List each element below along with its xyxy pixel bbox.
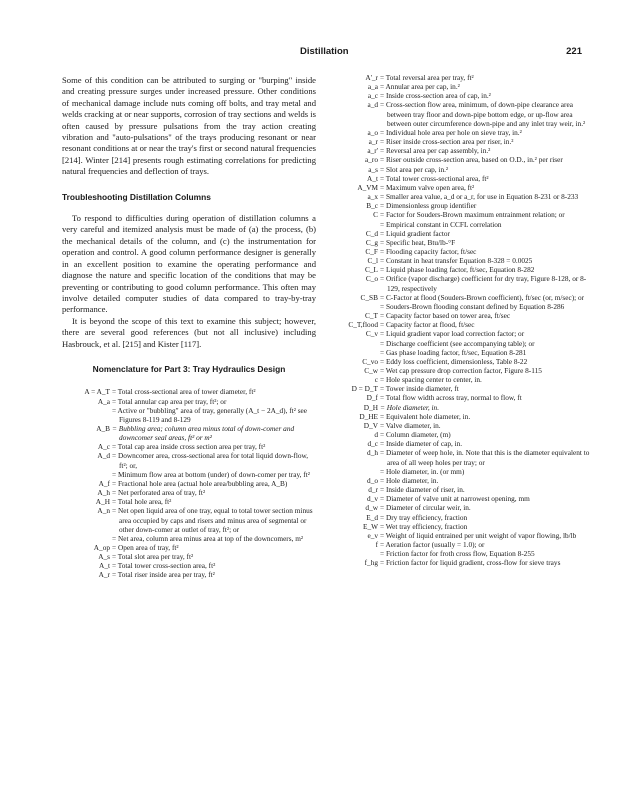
nomenclature-entry — [62, 543, 316, 552]
nomenclature-entry — [318, 384, 590, 393]
nomenclature-entry — [318, 513, 590, 522]
nomenclature-entry — [318, 549, 590, 558]
nomenclature-definition: = Souders-Brown flooding constant defined by Equation 8-286 — [380, 301, 565, 311]
nomenclature-symbol: A = A_T — [84, 387, 110, 397]
nomenclature-entry — [318, 329, 590, 338]
nomenclature-symbol: B_c — [366, 201, 378, 211]
nomenclature-symbol: a_d — [367, 100, 378, 110]
nomenclature-definition: = Total cap area inside cross section area per tray, ft² — [112, 442, 266, 452]
nomenclature-entry — [62, 470, 316, 479]
nomenclature-entry — [318, 229, 590, 238]
nomenclature-entry — [318, 265, 590, 274]
nomenclature-definition: = Annular area per cap, in.² — [380, 82, 460, 92]
nomenclature-definition: = Open area of tray, ft² — [112, 543, 179, 552]
nomenclature-symbol: E_W — [363, 521, 378, 531]
nomenclature-symbol: d_w — [365, 503, 378, 513]
nomenclature-symbol: A_n — [97, 506, 110, 516]
nomenclature-definition: = Bubbling area; column area minus total of down-comer and downcomer seal areas, ft² or m² — [112, 423, 295, 443]
nomenclature-definition: = Fractional hole area (actual hole area/bubbling area, A_B) — [112, 478, 288, 488]
nomenclature-entry — [318, 531, 590, 540]
nomenclature-symbol: D = D_T — [351, 384, 378, 394]
nomenclature-symbol: C_w — [364, 366, 378, 375]
nomenclature-definition: = Dimensionless group identifier — [380, 201, 477, 211]
nomenclature-symbol: a_c — [367, 91, 378, 101]
nomenclature-definition: = Total tower cross-sectional area, ft² — [380, 173, 489, 183]
nomenclature-entry — [62, 534, 316, 543]
nomenclature-definition: = Inside diameter of cap, in. — [380, 439, 463, 449]
nomenclature-entry — [62, 406, 316, 424]
nomenclature-list-right — [318, 73, 590, 567]
nomenclature-definition: = Capacity factor at flood, ft/sec — [380, 320, 475, 330]
nomenclature-symbol: f — [375, 539, 378, 549]
nomenclature-definition: = C-Factor at flood (Souders-Brown coefficient), ft/sec (or, m/sec); or — [380, 292, 585, 302]
page-header — [0, 46, 617, 60]
nomenclature-entry — [318, 256, 590, 265]
nomenclature-definition: = Valve diameter, in. — [380, 420, 441, 430]
nomenclature-definition: = Total riser inside area per tray, ft² — [112, 570, 215, 580]
right-column — [318, 73, 590, 567]
nomenclature-definition: = Liquid gradient factor — [380, 228, 450, 238]
nomenclature-definition: = Maximum valve open area, ft² — [380, 182, 475, 192]
nomenclature-definition: = Hole diameter, in. — [380, 475, 439, 485]
nomenclature-symbol: C_o — [365, 274, 378, 284]
running-head-chapter: Distillation — [300, 46, 349, 57]
nomenclature-definition: = Hole spacing center to center, in. — [380, 375, 482, 385]
nomenclature-definition: = Liquid gradient vapor load correction factor; or — [380, 329, 525, 339]
nomenclature-entry — [318, 201, 590, 210]
nomenclature-entry — [62, 561, 316, 570]
nomenclature-symbol: a_s — [368, 164, 378, 174]
nomenclature-entry — [318, 192, 590, 201]
nomenclature-entry — [318, 137, 590, 146]
nomenclature-symbol — [318, 220, 380, 229]
nomenclature-definition: = Hole diameter, in. (or mm) — [380, 466, 465, 476]
nomenclature-entry — [62, 442, 316, 451]
nomenclature-entry — [318, 476, 590, 485]
nomenclature-symbol: C_SB — [360, 292, 378, 302]
nomenclature-symbol — [318, 348, 380, 357]
nomenclature-definition: = Total tower cross-section area, ft² — [112, 561, 216, 571]
nomenclature-definition: = Diameter of circular weir, in. — [380, 503, 471, 513]
nomenclature-entry — [318, 183, 590, 192]
nomenclature-symbol: A'_r — [365, 73, 378, 82]
nomenclature-symbol: a_x — [367, 192, 378, 202]
nomenclature-symbol: C_F — [365, 246, 378, 256]
nomenclature-entry — [318, 485, 590, 494]
nomenclature-definition: = Equivalent hole diameter, in. — [380, 411, 471, 421]
nomenclature-definition: = Individual hole area per hole on sieve tray, in.² — [380, 127, 522, 137]
nomenclature-symbol — [318, 549, 380, 558]
nomenclature-symbol: C — [373, 210, 378, 220]
nomenclature-symbol: A_H — [95, 497, 110, 507]
nomenclature-symbol: A_t — [367, 173, 378, 183]
nomenclature-definition: = Dry tray efficiency, fraction — [380, 512, 468, 522]
nomenclature-definition: = Factor for Souders-Brown maximum entrainment relation; or — [380, 210, 565, 220]
nomenclature-definition: = Constant in heat transfer Equation 8-328 = 0.0025 — [380, 256, 533, 266]
nomenclature-entry — [62, 506, 316, 533]
nomenclature-definition: = Minimum flow area at bottom (under) of down-comer per tray, ft² — [112, 469, 310, 479]
nomenclature-symbol: A_f — [98, 478, 110, 488]
nomenclature-definition: = Total reversal area per tray, ft² — [380, 73, 474, 82]
nomenclature-definition: = Weight of liquid entrained per unit weight of vapor flowing, lb/lb — [380, 530, 577, 540]
nomenclature-entry — [318, 348, 590, 357]
nomenclature-definition: = Diameter of valve unit at narrowest opening, mm — [380, 494, 530, 504]
nomenclature-symbol: d_r — [368, 485, 378, 495]
nomenclature-entry — [318, 100, 590, 127]
nomenclature-symbol: C_v — [365, 329, 378, 339]
nomenclature-definition: = Reversal area per cap assembly, in.² — [380, 146, 491, 156]
nomenclature-symbol: a_o — [367, 127, 378, 137]
page-number: 221 — [566, 46, 582, 57]
troubleshooting-paragraph-1: To respond to difficulties during operation of distillation columns a very careful and itemized analysis must be made of (a) the process, (b) the mechanical details of the column, and (c) the instrumentation for operation and control. A good column performance designer is generally in an excellent position to examine the operating performance and diagnose the nature and specific location of the conditions that may be preventing or contributing to good column performance. This often may involve detailed computer studies of data compared to tray-by-tray performance. — [62, 213, 316, 315]
nomenclature-definition: = Total slot area per tray, ft² — [112, 552, 194, 562]
nomenclature-symbol: e_v — [367, 530, 378, 540]
nomenclature-symbol: d_v — [367, 494, 378, 504]
nomenclature-entry — [318, 320, 590, 329]
nomenclature-symbol: A_B — [96, 423, 110, 433]
nomenclature-symbol: C_d — [365, 228, 378, 238]
nomenclature-definition: = Riser inside cross-section area per riser, in.² — [380, 137, 514, 147]
nomenclature-entry — [62, 552, 316, 561]
nomenclature-entry — [318, 430, 590, 439]
nomenclature-definition: = Net area, column area minus area at top of the downcomers, m² — [112, 533, 304, 543]
nomenclature-definition: = Riser outside cross-section area, based on O.D., in.² per riser — [380, 155, 563, 165]
nomenclature-definition: = Capacity factor based on tower area, ft/sec — [380, 311, 511, 321]
nomenclature-symbol — [62, 406, 112, 424]
nomenclature-entry — [318, 82, 590, 91]
nomenclature-entry — [318, 155, 590, 164]
nomenclature-entry — [318, 375, 590, 384]
nomenclature-entry — [318, 174, 590, 183]
nomenclature-definition: = Liquid phase loading factor, ft/sec, Equation 8-282 — [380, 265, 535, 275]
nomenclature-entry — [318, 220, 590, 229]
nomenclature-definition: = Eddy loss coefficient, dimensionless, Table 8-22 — [380, 356, 528, 366]
nomenclature-definition: = Smaller area value, a_d or a_r, for use in Equation 8-231 or 8-233 — [380, 192, 579, 202]
nomenclature-entry — [318, 339, 590, 348]
nomenclature-symbol — [62, 534, 112, 543]
nomenclature-definition: = Net open liquid area of one tray, equal to total tower section minus area occupied by caps and risers and minus area of segmental or other down-comer at outlet of tray, ft²; or — [112, 506, 313, 534]
nomenclature-definition: = Total cross-sectional area of tower diameter, ft² — [112, 387, 256, 397]
nomenclature-entry — [318, 128, 590, 137]
nomenclature-entry — [318, 274, 590, 292]
nomenclature-entry — [318, 91, 590, 100]
nomenclature-definition: = Slot area per cap, in.² — [380, 164, 449, 174]
nomenclature-definition: = Friction factor for froth cross flow, Equation 8-255 — [380, 549, 535, 559]
nomenclature-symbol: C_T,flood — [348, 320, 378, 330]
nomenclature-symbol — [62, 470, 112, 479]
nomenclature-symbol: a_r — [368, 137, 378, 147]
nomenclature-definition: = Empirical constant in CCFL correlation — [380, 219, 502, 229]
nomenclature-definition: = Cross-section flow area, minimum, of down-pipe clearance area between tray floor and down-pipe bottom edge, or up-flow area between outer circumference down-pipe and any inlet tray weir, in.² — [380, 100, 586, 128]
nomenclature-symbol: E_d — [366, 512, 378, 522]
nomenclature-entry — [318, 494, 590, 503]
nomenclature-entry — [318, 247, 590, 256]
nomenclature-entry — [318, 311, 590, 320]
troubleshooting-heading: Troubleshooting Distillation Columns — [62, 191, 211, 202]
nomenclature-entry — [318, 146, 590, 155]
nomenclature-entry — [62, 424, 316, 442]
nomenclature-symbol: D_V — [363, 420, 378, 430]
nomenclature-entry — [62, 451, 316, 469]
nomenclature-entry — [318, 357, 590, 366]
nomenclature-symbol: d_c — [367, 439, 378, 449]
nomenclature-symbol: C_g — [365, 237, 378, 247]
nomenclature-definition: = Hole diameter, in. — [380, 402, 440, 412]
nomenclature-definition: = Tower inside diameter, ft — [380, 384, 459, 394]
nomenclature-definition: = Diameter of weep hole, in. Note that this is the diameter equivalent to area of all weep holes per tray; or — [380, 448, 590, 467]
nomenclature-definition: = Inside cross-section area of cap, in.² — [380, 91, 491, 101]
nomenclature-symbol: a_ro — [365, 155, 378, 165]
nomenclature-symbol — [318, 302, 380, 311]
nomenclature-symbol: A_d — [97, 451, 110, 461]
nomenclature-list-left — [62, 387, 316, 579]
nomenclature-entry — [318, 165, 590, 174]
nomenclature-definition: = Net perforated area of tray, ft² — [112, 488, 206, 498]
nomenclature-entry — [318, 210, 590, 219]
nomenclature-symbol: C_vo — [362, 356, 378, 366]
nomenclature-symbol: D_H — [363, 402, 378, 412]
nomenclature-entry — [62, 479, 316, 488]
intro-paragraph: Some of this condition can be attributed to surging or "burping" inside and creating pressure surges under increased pressure. Other conditions of mechanical damage include nuts coming off bolts, and tray metal and welds cracking at or near supports, corrosion of tray sections and welds is often caused by pressure pulsations from the tray action creating vibration and "auto-pulsations" of the trays producing resonant or near resonant conditions at or near the tray's first or second natural frequencies [214]. Winter [214] presents rough estimating correlations for predicting natural frequencies and deflection of trays. — [62, 75, 316, 177]
troubleshooting-paragraph-2: It is beyond the scope of this text to examine this subject; however, there are several good references (but not all inclusive) including Hasbrouck, et al. [215] and Kister [117]. — [62, 315, 316, 349]
nomenclature-symbol: D_f — [366, 393, 378, 403]
nomenclature-definition: = Total flow width across tray, normal to flow, ft — [380, 393, 522, 403]
nomenclature-entry — [318, 302, 590, 311]
nomenclature-entry — [318, 412, 590, 421]
nomenclature-definition: = Flooding capacity factor, ft/sec — [380, 246, 477, 256]
nomenclature-entry — [318, 73, 590, 82]
nomenclature-symbol: d_h — [367, 448, 378, 458]
nomenclature-entry — [318, 421, 590, 430]
nomenclature-symbol: A_a — [97, 396, 110, 406]
nomenclature-symbol: C_T — [365, 311, 378, 321]
nomenclature-definition: = Inside diameter of riser, in. — [380, 485, 465, 495]
nomenclature-entry — [318, 238, 590, 247]
nomenclature-entry — [62, 570, 316, 579]
nomenclature-symbol: d_o — [367, 475, 378, 485]
nomenclature-entry — [318, 293, 590, 302]
nomenclature-entry — [62, 497, 316, 506]
nomenclature-symbol: A_VM — [357, 182, 378, 192]
nomenclature-entry — [318, 403, 590, 412]
nomenclature-symbol: C_L — [365, 265, 378, 275]
nomenclature-definition: = Discharge coefficient (see accompanying table); or — [380, 338, 535, 348]
nomenclature-entry — [318, 366, 590, 375]
nomenclature-definition: = Orifice (vapor discharge) coefficient for dry tray, Figure 8-128, or 8-129, respectively — [380, 274, 587, 293]
nomenclature-symbol: D_HE — [359, 411, 378, 421]
nomenclature-symbol: A_h — [97, 488, 110, 498]
nomenclature-symbol: A_op — [93, 543, 110, 552]
nomenclature-definition: = Total annular cap area per tray, ft²; or — [112, 396, 227, 406]
nomenclature-entry — [62, 387, 316, 396]
nomenclature-definition: = Aeration factor (usually = 1.0); or — [380, 539, 485, 549]
nomenclature-heading: Nomenclature for Part 3: Tray Hydraulics Design — [92, 363, 286, 374]
nomenclature-symbol: a_a — [367, 82, 378, 92]
nomenclature-entry — [62, 488, 316, 497]
nomenclature-symbol: A_s — [98, 552, 110, 562]
nomenclature-entry — [318, 540, 590, 549]
nomenclature-definition: = Total hole area, ft² — [112, 497, 172, 507]
nomenclature-definition: = Gas phase loading factor, ft/sec, Equation 8-281 — [380, 347, 527, 357]
nomenclature-definition: = Active or "bubbling" area of tray, generally (A_t − 2A_d), ft² see Figures 8-119 and 8-129 — [112, 405, 308, 424]
nomenclature-symbol: f_hg — [364, 558, 378, 568]
nomenclature-entry — [318, 558, 590, 567]
nomenclature-symbol: A_c — [97, 442, 110, 452]
nomenclature-definition: = Column diameter, (m) — [380, 430, 451, 440]
nomenclature-symbol: d — [374, 430, 378, 440]
nomenclature-definition: = Downcomer area, cross-sectional area for total liquid down-flow, ft²; or, — [112, 451, 309, 470]
nomenclature-entry — [318, 522, 590, 531]
nomenclature-definition: = Friction factor for liquid gradient, cross-flow for sieve trays — [380, 558, 561, 568]
nomenclature-entry — [318, 503, 590, 512]
nomenclature-symbol: a_r' — [367, 146, 378, 156]
nomenclature-symbol: C_l — [367, 256, 378, 266]
nomenclature-entry — [318, 439, 590, 448]
nomenclature-definition: = Wet tray efficiency, fraction — [380, 521, 468, 531]
nomenclature-definition: = Wet cap pressure drop correction factor, Figure 8-115 — [380, 366, 542, 375]
left-column — [62, 75, 316, 580]
nomenclature-symbol: A_r — [98, 570, 110, 580]
nomenclature-definition: = Specific heat, Btu/lb-°F — [380, 237, 456, 247]
nomenclature-symbol: c — [374, 375, 378, 385]
nomenclature-entry — [318, 448, 590, 466]
nomenclature-entry — [318, 467, 590, 476]
nomenclature-entry — [62, 397, 316, 406]
nomenclature-entry — [318, 393, 590, 402]
nomenclature-symbol — [318, 467, 380, 476]
nomenclature-symbol: A_t — [99, 561, 110, 571]
nomenclature-symbol — [318, 339, 380, 348]
